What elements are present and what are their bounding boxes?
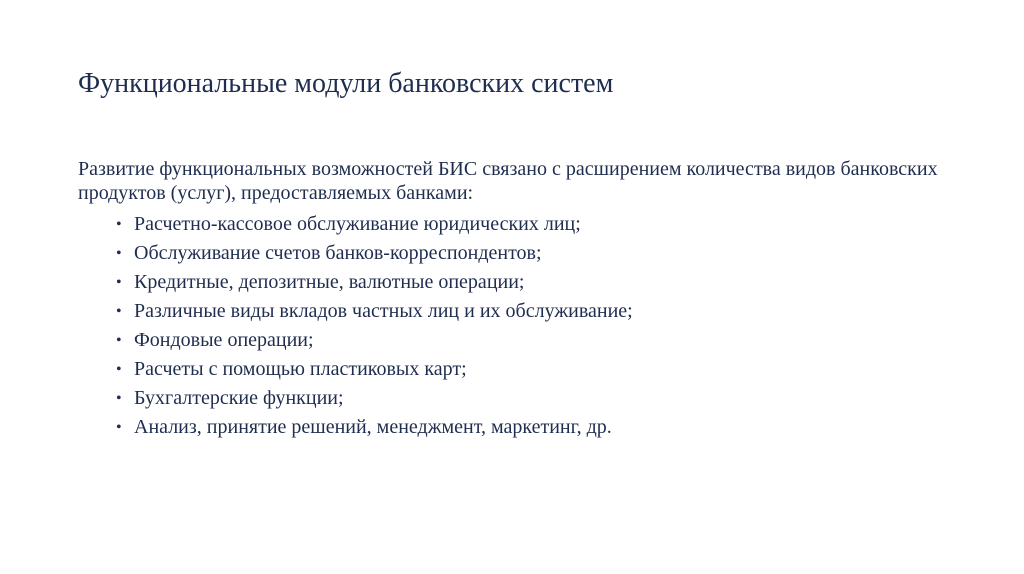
- slide-title: Функциональные модули банковских систем: [78, 68, 614, 99]
- bullet-icon: •: [116, 216, 122, 233]
- list-item: [116, 326, 958, 355]
- list-item: [116, 210, 958, 239]
- bullet-icon: •: [116, 332, 122, 349]
- list-item-text: Бухгалтерские функции;: [134, 387, 344, 409]
- intro-paragraph: Развитие функциональных возможностей БИС связано с расширением количества видов банковских продуктов (услуг), предоставляемых банками:: [78, 158, 938, 204]
- list-item-text: Фондовые операции;: [134, 329, 314, 351]
- bullet-list: [78, 210, 958, 442]
- list-item-text: Различные виды вкладов частных лиц и их обслуживание;: [134, 300, 633, 322]
- list-item: [116, 268, 958, 297]
- list-item-text: Расчетно-кассовое обслуживание юридических лиц;: [134, 213, 581, 235]
- list-item: [116, 384, 958, 413]
- list-item-text: Расчеты с помощью пластиковых карт;: [134, 358, 467, 380]
- list-item-text: Обслуживание счетов банков-корреспондентов;: [134, 242, 542, 264]
- bullet-icon: •: [116, 390, 122, 407]
- list-item: [116, 355, 958, 384]
- list-item: [116, 413, 958, 442]
- slide-content: [78, 157, 958, 442]
- list-item: [116, 239, 958, 268]
- list-item-text: Кредитные, депозитные, валютные операции;: [134, 271, 525, 293]
- bullet-icon: •: [116, 303, 122, 320]
- list-item: [116, 297, 958, 326]
- list-item-text: Анализ, принятие решений, менеджмент, маркетинг, др.: [134, 416, 612, 438]
- bullet-icon: •: [116, 245, 122, 262]
- bullet-icon: •: [116, 361, 122, 378]
- bullet-icon: •: [116, 419, 122, 436]
- bullet-icon: •: [116, 274, 122, 291]
